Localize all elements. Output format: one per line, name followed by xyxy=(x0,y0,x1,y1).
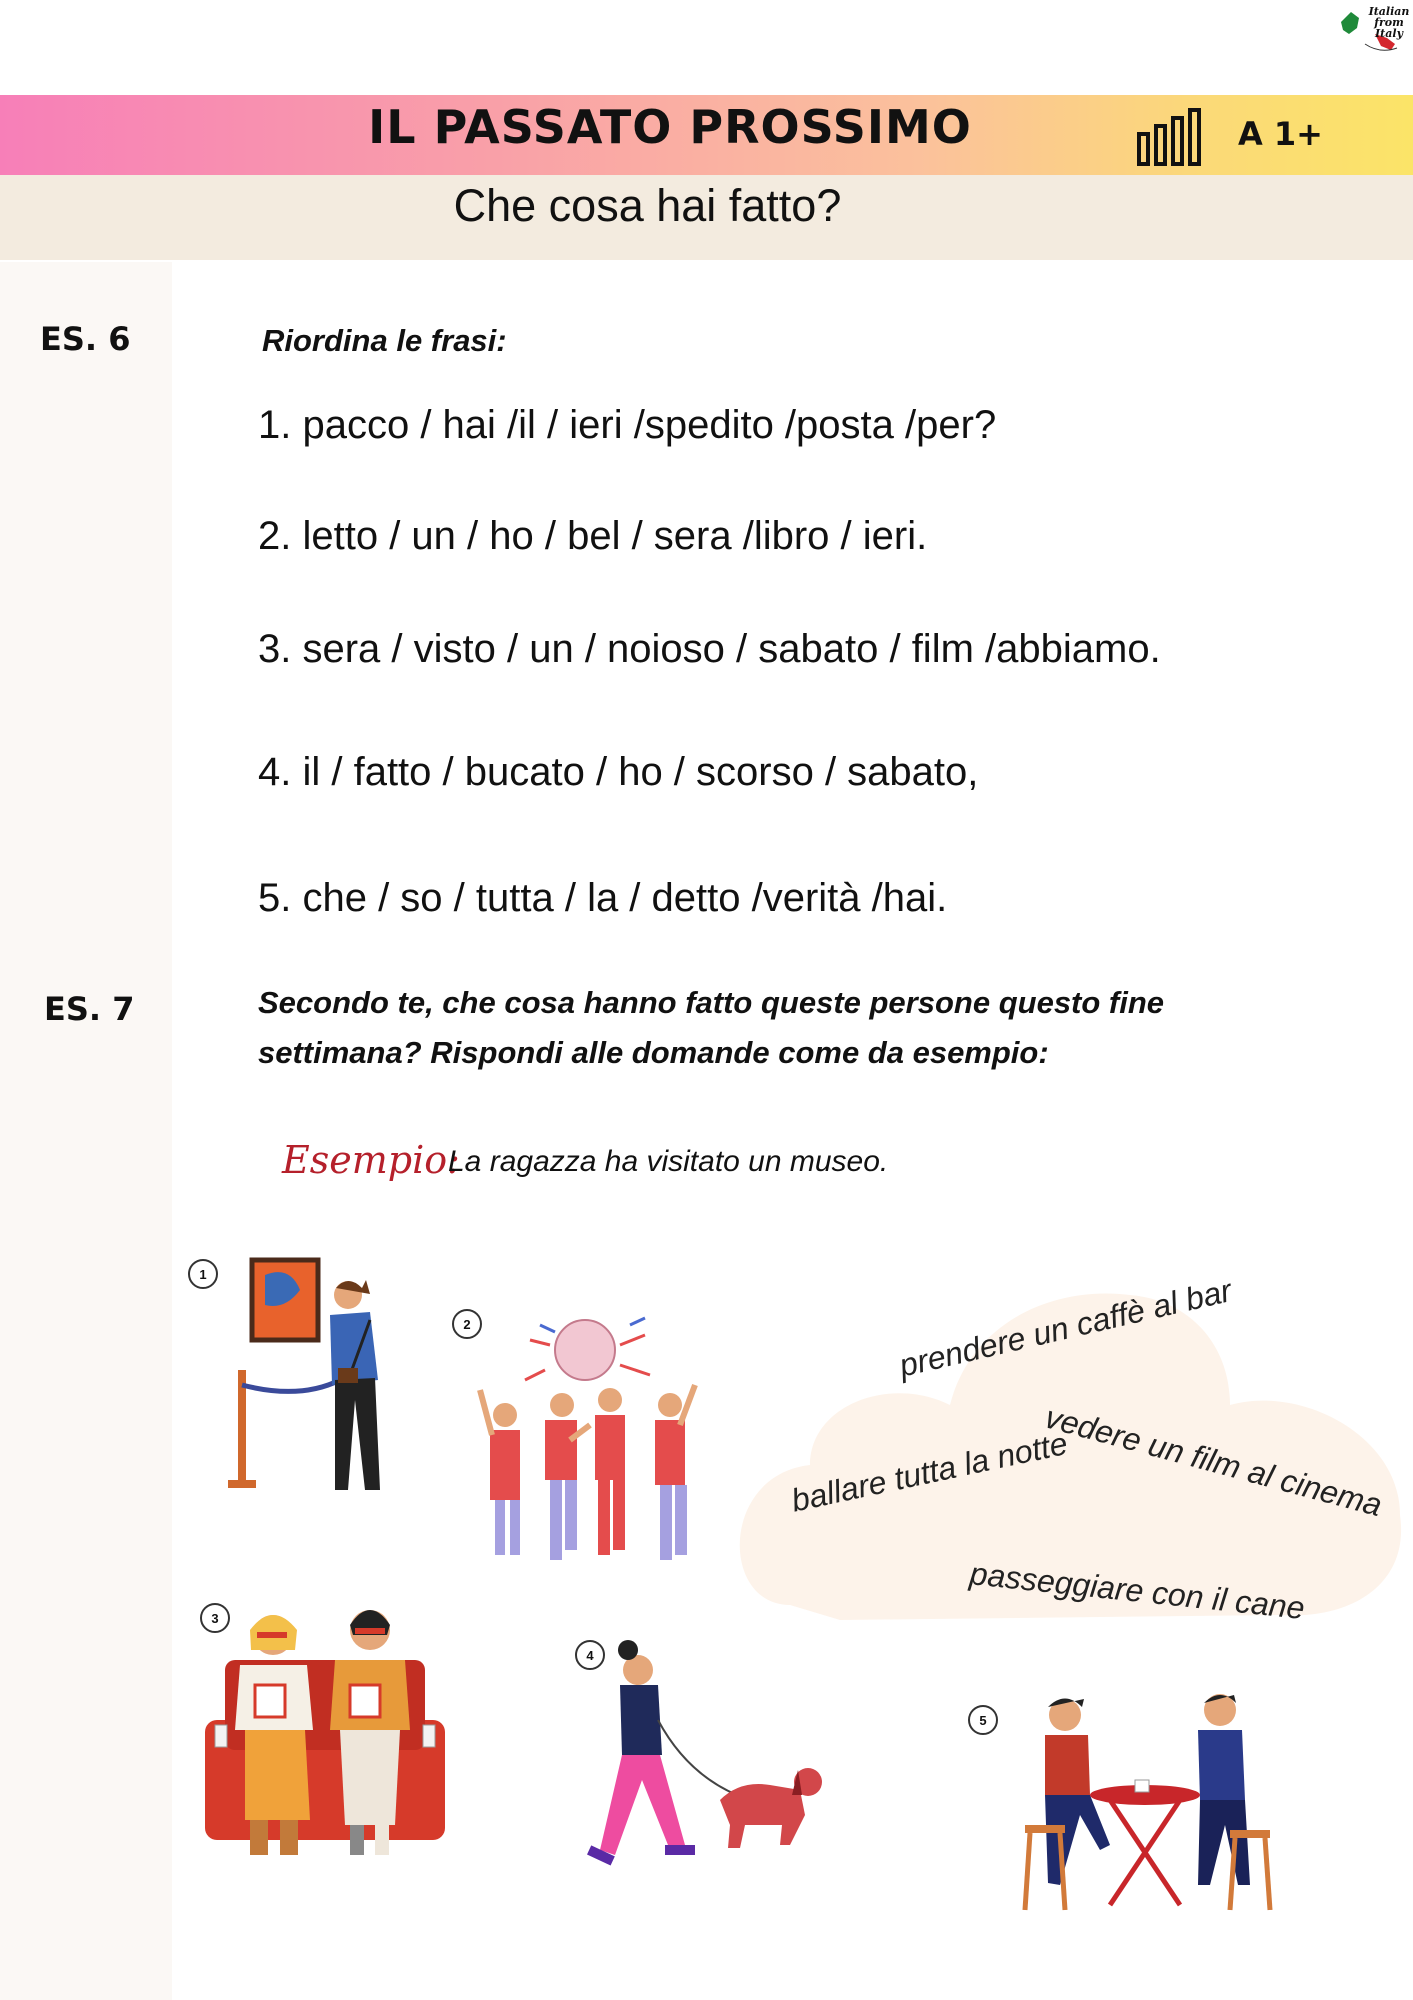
exercise-7-label: ES. 7 xyxy=(44,990,135,1028)
cloud-word: vedere un film al cinema xyxy=(1041,1398,1386,1524)
cloud-word: prendere un caffè al bar xyxy=(895,1272,1236,1384)
dancers-illustration xyxy=(470,1310,720,1580)
cloud-word: passeggiare con il cane xyxy=(968,1555,1307,1627)
level-bars-icon xyxy=(1137,98,1201,166)
exercise-7-instruction-line-1: Secondo te, che cosa hanno fatto queste persone questo fine xyxy=(258,985,1165,1020)
logo-line: from xyxy=(1374,16,1404,29)
museum-visitor-illustration xyxy=(220,1250,400,1500)
sentence-1: 1. pacco / hai /il / ieri /spedito /posta /per? xyxy=(258,403,997,447)
page-title: IL PASSATO PROSSIMO xyxy=(368,100,972,154)
cloud-word: ballare tutta la notte xyxy=(788,1424,1071,1519)
example-sentence: La ragazza ha visitato un museo. xyxy=(448,1145,889,1178)
sentence-3: 3. sera / visto / un / noioso / sabato / film /abbiamo. xyxy=(258,627,1161,671)
picture-number: 4 xyxy=(575,1640,605,1670)
logo-line: Italy xyxy=(1375,27,1403,40)
cafe-couple-illustration xyxy=(1020,1685,1290,1920)
dog-walker-illustration xyxy=(570,1630,850,1900)
page-subtitle: Che cosa hai fatto? xyxy=(453,180,842,231)
cinema-couple-illustration xyxy=(195,1590,455,1880)
picture-number: 3 xyxy=(200,1603,230,1633)
exercise-7-instruction-line-2: settimana? Rispondi alle domande come da esempio: xyxy=(258,1035,1049,1070)
exercise-6-label: ES. 6 xyxy=(40,320,131,358)
sentence-5: 5. che / so / tutta / la / detto /verità /hai. xyxy=(258,876,948,920)
sentence-2: 2. letto / un / ho / bel / sera /libro / ieri. xyxy=(258,514,928,558)
picture-number: 1 xyxy=(188,1259,218,1289)
picture-number: 2 xyxy=(452,1309,482,1339)
logo-line: Italian xyxy=(1368,5,1410,18)
sentence-4: 4. il / fatto / bucato / ho / scorso / sabato, xyxy=(258,750,979,794)
level-badge: A 1+ xyxy=(1238,115,1323,153)
example-label: Esempio: xyxy=(282,1138,460,1182)
picture-number: 5 xyxy=(968,1705,998,1735)
exercise-6-instruction: Riordina le frasi: xyxy=(262,323,507,358)
left-margin-strip xyxy=(0,262,172,2000)
logo xyxy=(1335,4,1413,56)
